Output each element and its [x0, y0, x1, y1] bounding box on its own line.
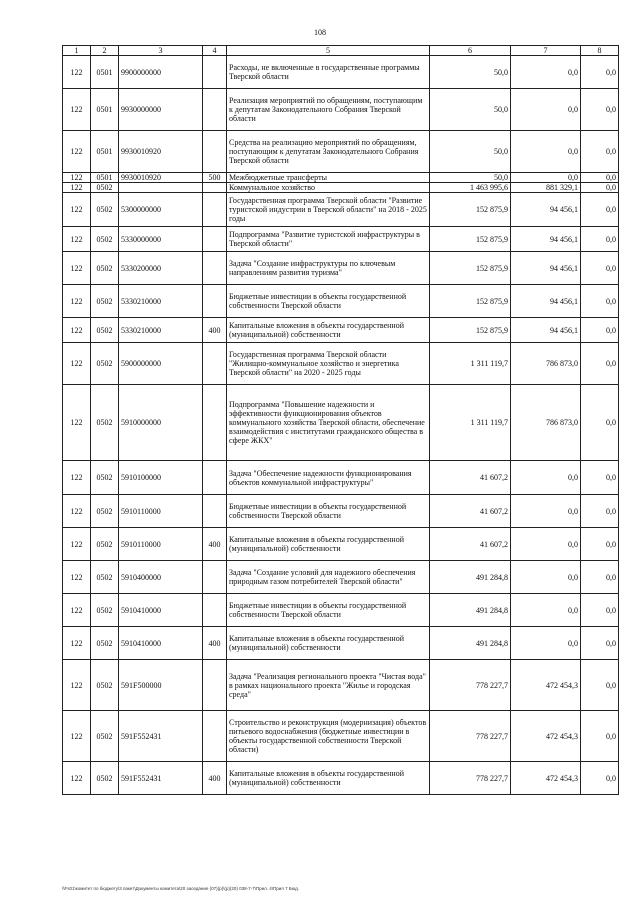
table-cell-c8: 0,0 [581, 561, 619, 594]
table-cell-c6: 1 311 119,7 [430, 385, 511, 461]
table-cell-c5: Капитальные вложения в объекты государственной (муниципальной) собственности [227, 318, 430, 343]
table-cell-c6: 50,0 [430, 89, 511, 131]
table-cell-c3: 9930000000 [119, 89, 203, 131]
table-cell-c4 [203, 385, 227, 461]
table-row [63, 193, 619, 227]
table-row [63, 561, 619, 594]
header-cell: 6 [430, 46, 511, 56]
table-cell-c6: 50,0 [430, 56, 511, 89]
table-cell-c1: 122 [63, 762, 91, 795]
table-cell-c5: Государственная программа Тверской области "Жилищно-коммунальное хозяйство и энергетика Тверской области" на 2020 - 2025 годы [227, 343, 430, 385]
table-cell-c5: Средства на реализацию мероприятий по обращениям, поступающим к депутатам Законодательного Собрания Тверской области [227, 131, 430, 173]
table-cell-c1: 122 [63, 56, 91, 89]
table-cell-c7: 0,0 [511, 528, 581, 561]
table-cell-c3: 5330210000 [119, 318, 203, 343]
table-cell-c5: Межбюджетные трансферты [227, 173, 430, 183]
table-row [63, 252, 619, 285]
header-cell: 7 [511, 46, 581, 56]
table-cell-c4 [203, 711, 227, 762]
table-cell-c3: 5330210000 [119, 285, 203, 318]
table-cell-c1: 122 [63, 561, 91, 594]
table-cell-c8: 0,0 [581, 762, 619, 795]
table-row [63, 131, 619, 173]
file-path-footer: \\Fs01\комитет по бюджету\3 пакет\Документы комитета\20 заседание (07)(р)\(р)(20) 038-7-7\Прил. 4\Прил 7 Бюд. [62, 886, 300, 891]
table-row [63, 627, 619, 660]
table-cell-c2: 0502 [91, 252, 119, 285]
table-cell-c7: 786 873,0 [511, 385, 581, 461]
table-cell-c6: 152 875,9 [430, 193, 511, 227]
table-cell-c3: 591F552431 [119, 711, 203, 762]
table-cell-c8: 0,0 [581, 627, 619, 660]
table-cell-c2: 0501 [91, 56, 119, 89]
table-cell-c3: 5900000000 [119, 343, 203, 385]
table-cell-c8: 0,0 [581, 660, 619, 711]
header-cell: 1 [63, 46, 91, 56]
table-cell-c2: 0502 [91, 627, 119, 660]
table-cell-c5: Бюджетные инвестиции в объекты государственной собственности Тверской области [227, 594, 430, 627]
header-cell: 4 [203, 46, 227, 56]
table-row [63, 594, 619, 627]
table-cell-c6: 1 311 119,7 [430, 343, 511, 385]
table-cell-c2: 0501 [91, 89, 119, 131]
table-row [63, 495, 619, 528]
table-row [63, 461, 619, 495]
table-cell-c1: 122 [63, 173, 91, 183]
table-row [63, 711, 619, 762]
table-cell-c2: 0502 [91, 762, 119, 795]
table-cell-c2: 0502 [91, 594, 119, 627]
table-cell-c8: 0,0 [581, 385, 619, 461]
table-cell-c5: Капитальные вложения в объекты государственной (муниципальной) собственности [227, 627, 430, 660]
table-cell-c2: 0502 [91, 227, 119, 252]
table-cell-c4 [203, 193, 227, 227]
table-cell-c6: 152 875,9 [430, 252, 511, 285]
table-cell-c5: Подпрограмма "Развитие туристской инфраструктуры в Тверской области" [227, 227, 430, 252]
table-cell-c2: 0501 [91, 131, 119, 173]
table-cell-c6: 152 875,9 [430, 285, 511, 318]
header-cell: 8 [581, 46, 619, 56]
table-cell-c8: 0,0 [581, 711, 619, 762]
table-cell-c2: 0502 [91, 711, 119, 762]
table-cell-c4 [203, 285, 227, 318]
table-cell-c3: 5910000000 [119, 385, 203, 461]
table-cell-c6: 1 463 995,6 [430, 183, 511, 193]
table-row [63, 385, 619, 461]
table-cell-c6: 491 284,8 [430, 627, 511, 660]
table-cell-c4 [203, 561, 227, 594]
table-cell-c1: 122 [63, 252, 91, 285]
table-cell-c4 [203, 227, 227, 252]
table-cell-c4 [203, 343, 227, 385]
table-cell-c5: Реализация мероприятий по обращениям, поступающим к депутатам Законодательного Собрания Тверской области [227, 89, 430, 131]
table-cell-c5: Задача "Реализация регионального проекта "Чистая вода" в рамках национального проекта "Жилье и городская среда" [227, 660, 430, 711]
table-row [63, 89, 619, 131]
table-cell-c7: 472 454,3 [511, 660, 581, 711]
table-cell-c4 [203, 183, 227, 193]
table-cell-c6: 41 607,2 [430, 528, 511, 561]
table-cell-c8: 0,0 [581, 56, 619, 89]
table-cell-c8: 0,0 [581, 343, 619, 385]
table-cell-c7: 94 456,1 [511, 318, 581, 343]
table-cell-c8: 0,0 [581, 193, 619, 227]
table-cell-c8: 0,0 [581, 318, 619, 343]
table-cell-c8: 0,0 [581, 285, 619, 318]
table-cell-c8: 0,0 [581, 227, 619, 252]
table-cell-c5: Бюджетные инвестиции в объекты государственной собственности Тверской области [227, 285, 430, 318]
header-row [63, 46, 619, 56]
table-row [63, 285, 619, 318]
table-cell-c5: Строительство и реконструкция (модернизация) объектов питьевого водоснабжения (бюджетные инвестиции в объекты государственной собственности Тверской области) [227, 711, 430, 762]
table-cell-c4: 400 [203, 528, 227, 561]
table-cell-c4 [203, 594, 227, 627]
table-cell-c7: 0,0 [511, 89, 581, 131]
table-row [63, 56, 619, 89]
table-cell-c3: 9930010920 [119, 173, 203, 183]
table-row [63, 227, 619, 252]
header-cell: 3 [119, 46, 203, 56]
page-number: 108 [314, 28, 326, 37]
table-cell-c5: Коммунальное хозяйство [227, 183, 430, 193]
table-cell-c1: 122 [63, 183, 91, 193]
table-cell-c7: 472 454,3 [511, 711, 581, 762]
table-row [63, 318, 619, 343]
table-cell-c5: Задача "Создание условий для надежного обеспечения природным газом потребителей Тверской области" [227, 561, 430, 594]
table-cell-c3: 9900000000 [119, 56, 203, 89]
table-cell-c8: 0,0 [581, 89, 619, 131]
table-cell-c3: 5910110000 [119, 495, 203, 528]
table-cell-c8: 0,0 [581, 495, 619, 528]
table-cell-c4 [203, 131, 227, 173]
table-cell-c5: Задача "Обеспечение надежности функционирования объектов коммунальной инфраструктуры" [227, 461, 430, 495]
table-cell-c6: 41 607,2 [430, 495, 511, 528]
table-cell-c7: 0,0 [511, 461, 581, 495]
table-cell-c4 [203, 89, 227, 131]
table-cell-c4 [203, 461, 227, 495]
budget-table [62, 45, 619, 795]
table-cell-c7: 94 456,1 [511, 227, 581, 252]
table-cell-c3 [119, 183, 203, 193]
table-body [63, 56, 619, 795]
table-cell-c3: 5910400000 [119, 561, 203, 594]
table-cell-c8: 0,0 [581, 173, 619, 183]
table-cell-c6: 41 607,2 [430, 461, 511, 495]
table-cell-c2: 0502 [91, 183, 119, 193]
table-cell-c7: 0,0 [511, 627, 581, 660]
table-row [63, 173, 619, 183]
table-cell-c7: 0,0 [511, 131, 581, 173]
table-cell-c3: 5330000000 [119, 227, 203, 252]
table-cell-c7: 0,0 [511, 173, 581, 183]
table-row [63, 343, 619, 385]
table-cell-c7: 0,0 [511, 561, 581, 594]
table-cell-c3: 9930010920 [119, 131, 203, 173]
table-cell-c2: 0502 [91, 660, 119, 711]
table-cell-c6: 778 227,7 [430, 762, 511, 795]
table-cell-c3: 5910410000 [119, 627, 203, 660]
table-cell-c4 [203, 252, 227, 285]
table-cell-c7: 94 456,1 [511, 193, 581, 227]
table-cell-c4: 400 [203, 318, 227, 343]
table-cell-c1: 122 [63, 227, 91, 252]
table-cell-c6: 491 284,8 [430, 594, 511, 627]
table-cell-c3: 5910110000 [119, 528, 203, 561]
table-cell-c4: 400 [203, 627, 227, 660]
table-row [63, 183, 619, 193]
table-cell-c1: 122 [63, 285, 91, 318]
table-cell-c4 [203, 56, 227, 89]
table-cell-c1: 122 [63, 627, 91, 660]
table-cell-c3: 5330200000 [119, 252, 203, 285]
table-cell-c5: Задача "Создание инфраструктуры по ключевым направлениям развития туризма" [227, 252, 430, 285]
table-row [63, 528, 619, 561]
table-cell-c7: 0,0 [511, 56, 581, 89]
table-cell-c5: Государственная программа Тверской области "Развитие туристской индустрии в Тверской области" на 2018 - 2025 годы [227, 193, 430, 227]
table-cell-c7: 881 329,1 [511, 183, 581, 193]
table-cell-c1: 122 [63, 461, 91, 495]
table-cell-c3: 591F500000 [119, 660, 203, 711]
table-cell-c1: 122 [63, 343, 91, 385]
table-cell-c7: 94 456,1 [511, 252, 581, 285]
table-cell-c8: 0,0 [581, 131, 619, 173]
table-cell-c2: 0502 [91, 528, 119, 561]
table-cell-c6: 50,0 [430, 131, 511, 173]
table-cell-c6: 152 875,9 [430, 318, 511, 343]
table-row [63, 762, 619, 795]
table-cell-c7: 472 454,3 [511, 762, 581, 795]
table-cell-c1: 122 [63, 193, 91, 227]
table-cell-c3: 5910410000 [119, 594, 203, 627]
table-cell-c4: 500 [203, 173, 227, 183]
table-cell-c5: Расходы, не включенные в государственные программы Тверской области [227, 56, 430, 89]
table-cell-c1: 122 [63, 594, 91, 627]
table-cell-c6: 778 227,7 [430, 660, 511, 711]
table-cell-c7: 786 873,0 [511, 343, 581, 385]
table-cell-c2: 0502 [91, 495, 119, 528]
table-cell-c8: 0,0 [581, 461, 619, 495]
table-cell-c2: 0502 [91, 193, 119, 227]
table-row [63, 660, 619, 711]
table-cell-c1: 122 [63, 89, 91, 131]
table-cell-c7: 0,0 [511, 495, 581, 528]
header-cell: 2 [91, 46, 119, 56]
table-cell-c1: 122 [63, 495, 91, 528]
table-cell-c6: 491 284,8 [430, 561, 511, 594]
table-cell-c8: 0,0 [581, 252, 619, 285]
table-cell-c2: 0502 [91, 318, 119, 343]
table-cell-c2: 0502 [91, 461, 119, 495]
header-cell: 5 [227, 46, 430, 56]
table-cell-c7: 0,0 [511, 594, 581, 627]
table-cell-c1: 122 [63, 528, 91, 561]
table-cell-c1: 122 [63, 711, 91, 762]
table-cell-c5: Подпрограмма "Повышение надежности и эффективности функционирования объектов коммунального хозяйства Тверской области, обеспечение взаимодействия с институтами гражданского общества в сфере ЖКХ" [227, 385, 430, 461]
table-cell-c6: 50,0 [430, 173, 511, 183]
table-cell-c2: 0501 [91, 173, 119, 183]
table-cell-c8: 0,0 [581, 183, 619, 193]
table-cell-c2: 0502 [91, 561, 119, 594]
table-cell-c8: 0,0 [581, 594, 619, 627]
table-cell-c5: Капитальные вложения в объекты государственной (муниципальной) собственности [227, 528, 430, 561]
table-cell-c6: 152 875,9 [430, 227, 511, 252]
table-cell-c2: 0502 [91, 343, 119, 385]
table-cell-c4 [203, 495, 227, 528]
table-cell-c3: 591F552431 [119, 762, 203, 795]
table-cell-c6: 778 227,7 [430, 711, 511, 762]
table-cell-c2: 0502 [91, 285, 119, 318]
table-cell-c2: 0502 [91, 385, 119, 461]
table-cell-c1: 122 [63, 660, 91, 711]
table-cell-c1: 122 [63, 385, 91, 461]
table-cell-c8: 0,0 [581, 528, 619, 561]
table-cell-c1: 122 [63, 318, 91, 343]
table-cell-c1: 122 [63, 131, 91, 173]
table-cell-c5: Бюджетные инвестиции в объекты государственной собственности Тверской области [227, 495, 430, 528]
table-cell-c7: 94 456,1 [511, 285, 581, 318]
table-cell-c3: 5300000000 [119, 193, 203, 227]
table-cell-c4: 400 [203, 762, 227, 795]
table-cell-c4 [203, 660, 227, 711]
table-cell-c5: Капитальные вложения в объекты государственной (муниципальной) собственности [227, 762, 430, 795]
table-cell-c3: 5910100000 [119, 461, 203, 495]
